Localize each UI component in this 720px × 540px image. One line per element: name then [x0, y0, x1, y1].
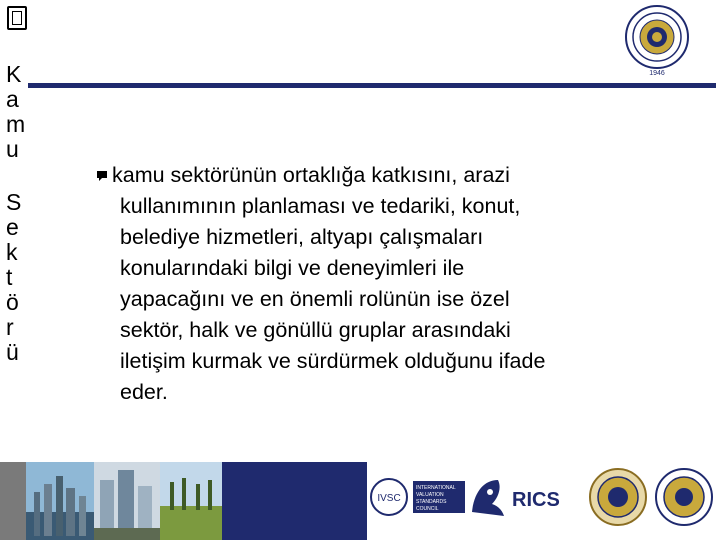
title-letter: r: [6, 314, 14, 340]
title-letter: a: [6, 86, 19, 112]
glass-towers-photo: [94, 462, 160, 540]
title-letter: ü: [6, 339, 19, 365]
vertical-title: [6, 62, 32, 365]
body-line-4: konularındaki bilgi ve deneyimleri ile: [120, 256, 465, 280]
title-letter: u: [6, 136, 19, 162]
rics-mark: RICS: [512, 489, 560, 511]
ivsc-logo: [369, 475, 465, 519]
title-letter: ö: [6, 289, 19, 315]
header-rule: [28, 83, 716, 88]
missing-glyph-icon: [7, 6, 27, 30]
city-skyline-photo: [26, 462, 94, 540]
title-letter: e: [6, 214, 19, 240]
body-line-6: sektör, halk ve gönüllü gruplar arasındaki: [120, 318, 511, 342]
title-letter: m: [6, 111, 26, 137]
seal-year: 1946: [649, 70, 665, 77]
countryside-photo: [160, 462, 222, 540]
ivsc-line-2: VALUATION: [416, 492, 444, 498]
body-line-1: [96, 160, 696, 191]
ankara-universitesi-seal-icon: [624, 4, 690, 78]
ivsc-line-3: STANDARDS: [416, 499, 447, 505]
body-paragraph: [96, 160, 696, 408]
ivsc-line-1: INTERNATIONAL: [416, 485, 456, 491]
body-line-3: belediye hizmetleri, altyapı çalışmaları: [120, 225, 484, 249]
ivsc-line-4: COUNCIL: [416, 506, 439, 512]
body-line-5: yapacağını ve en önemli rolünün ise özel: [120, 287, 510, 311]
body-line-2: kullanımının planlaması ve tedariki, konut,: [120, 194, 521, 218]
rics-logo: [468, 472, 580, 520]
body-line-7: iletişim kurmak ve sürdürmek olduğunu ifade: [120, 349, 546, 373]
ankara-universitesi-footer-seal-icon: [654, 465, 714, 529]
square-bullet-icon: [96, 170, 108, 182]
title-letter: k: [6, 239, 18, 265]
body-line-8: eder.: [120, 380, 168, 404]
gold-seal-icon: [588, 465, 648, 529]
body-line-text: kamu sektörünün ortaklığa katkısını, arazi: [112, 163, 510, 187]
title-letter: K: [6, 61, 22, 87]
title-letter: t: [6, 264, 13, 290]
title-letter: S: [6, 189, 22, 215]
footer-gray-block: [0, 462, 26, 540]
ivsc-mark: IVSC: [377, 493, 401, 504]
